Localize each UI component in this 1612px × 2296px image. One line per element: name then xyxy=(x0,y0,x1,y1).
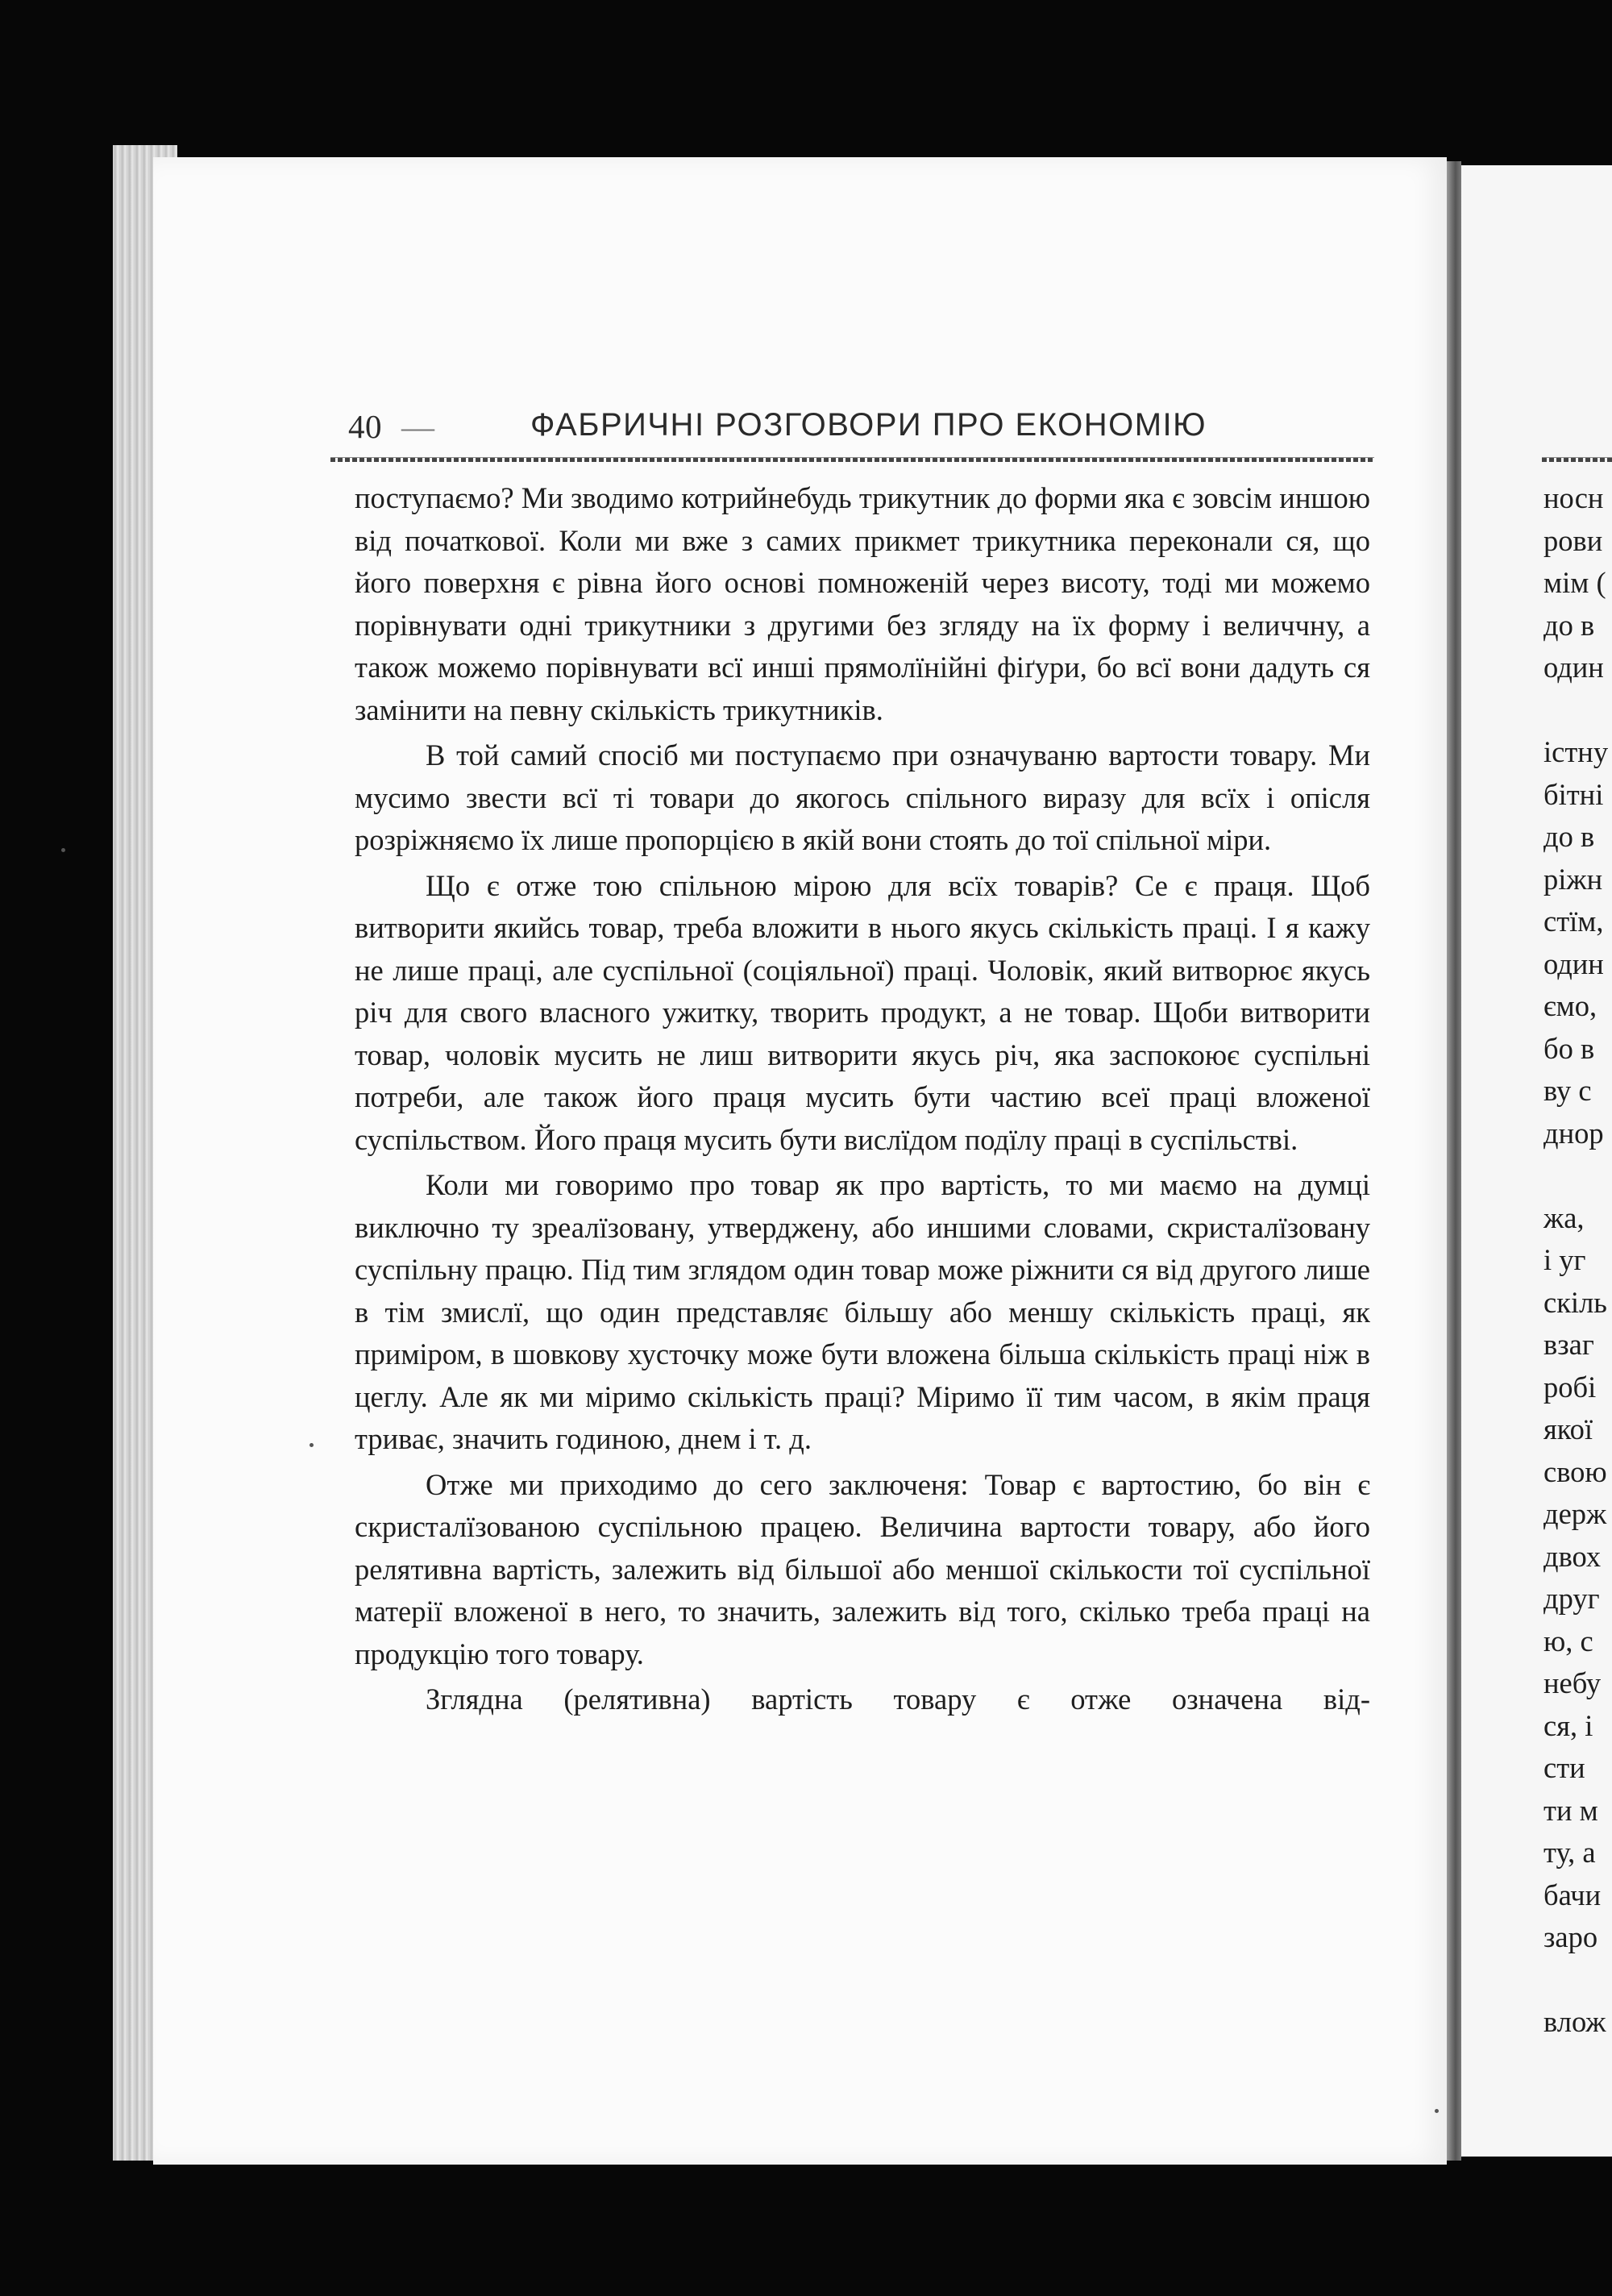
running-head xyxy=(348,407,1373,455)
right-line: до в xyxy=(1543,608,1595,642)
right-line: ву с xyxy=(1543,1074,1592,1107)
page-number: 40 xyxy=(348,408,382,445)
right-line: свою xyxy=(1543,1454,1607,1488)
paragraph-5: Отже ми приходимо до сего заключеня: Товар є вартостию, бо він є скристалїзованою суспільною працею. Величина вартости товару, або його релятивна вартість, залежить від більшої або меншої скількости тої суспільної матерії вложеної в него, то значить, залежить від того, скілько треба праці на продукцію того товару. xyxy=(355,1467,1370,1670)
right-page-header-rule xyxy=(1542,457,1612,462)
right-line: бо в xyxy=(1543,1031,1595,1065)
right-line: скіль xyxy=(1543,1285,1607,1319)
right-line: один xyxy=(1543,651,1604,684)
right-line: і уг xyxy=(1543,1243,1586,1276)
scan-speck xyxy=(310,1443,314,1447)
running-title: ФАБРИЧНІ РОЗГОВОРИ ПРО ЕКОНОМІЮ xyxy=(530,407,1207,443)
right-line: робі xyxy=(1543,1370,1597,1404)
right-line: якої xyxy=(1543,1412,1593,1445)
right-line: істну xyxy=(1543,735,1609,768)
scan-speck xyxy=(61,848,65,852)
right-line: друг xyxy=(1543,1582,1600,1615)
right-line: ти м xyxy=(1543,1793,1598,1827)
right-line: стїм, xyxy=(1543,905,1604,938)
right-line: рови xyxy=(1543,523,1603,557)
right-line: бітні xyxy=(1543,777,1604,811)
paragraph-4: Коли ми говоримо про товар як про вартість, то ми маємо на думці виключно ту зреалїзовану, утверджену, або иншими словами, скристалїзовану суспільну працю. Під тим зглядом один товар може ріжнити ся від другого лише в тім змислї, що один представляє більшу або меншу скількість праці, як приміром, в шовкову хусточку може бути вложена більша скількість праці ніж в цеглу. Але як ми міримо скількість праці? Міримо її тим часом, в якім праця триває, значить годиною, днем і т. д. xyxy=(355,1168,1370,1455)
paragraph-2: В той самий спосіб ми поступаємо при означуваню вартости товару. Ми мусимо звести всї ті товари до якогось спільного виразу для всїх і опісля розріжняємо їх лише пропорцією в якій вони стоять до тої спільної міри. xyxy=(355,738,1370,856)
scan-speck xyxy=(1435,2109,1439,2113)
right-line: ємо, xyxy=(1543,989,1597,1022)
right-line xyxy=(1543,1959,1612,2002)
right-line: мім ( xyxy=(1543,566,1606,599)
right-line: до в xyxy=(1543,820,1595,853)
right-line: днор xyxy=(1543,1116,1604,1150)
right-line: жа, xyxy=(1543,1200,1585,1234)
right-line: ту, а xyxy=(1543,1836,1596,1869)
header-dash: — xyxy=(401,408,435,445)
right-line: ю, с xyxy=(1543,1624,1593,1658)
right-line: один xyxy=(1543,946,1604,980)
paragraph-3: Що є отже тою спільною мірою для всїх товарів? Се є праця. Щоб витворити якийсь товар, треба вложити в нього якусь скількість праці. І я кажу не лише праці, але суспільної (соціяльної) праці. Чоловік, який витворює якусь річ для свого власного ужитку, творить продукт, а не товар. Щоби витворити товар, чоловік мусить не лиш витворити якусь річ, яка заспокоює суспільні потреби, але також його праця мусить бути частию всеї праці вложеної суспільством. Його праця мусить бути вислїдом подїлу праці в суспільстві. xyxy=(355,868,1370,1156)
body-text xyxy=(355,477,1370,1721)
right-line xyxy=(1543,689,1612,732)
right-line: ся, і xyxy=(1543,1708,1593,1742)
right-line: взаг xyxy=(1543,1328,1594,1361)
header-wavy-rule xyxy=(330,457,1374,462)
paragraph-6: Зглядна (релятивна) вартість товару є отже означена від- xyxy=(426,1682,1370,1716)
right-line: влож xyxy=(1543,2005,1606,2038)
paragraph-1: поступаємо? Ми зводимо котрийнебудь трикутник до форми яка є зовсім иншою від початкової. Коли ми вже з самих прикмет трикутника переконали ся, що його поверхня є рівна його основі помноженій через висоту, тоді ми можемо порівнувати одні трикутники з другими без згляду на їх форму і величчну, а також можемо порівнувати всї инші прямолїнійні фіґури, бо всї вони дадуть ся замінити на певну скількість трикутників. xyxy=(355,481,1370,726)
right-line: носн xyxy=(1543,481,1604,514)
right-line: двох xyxy=(1543,1539,1602,1573)
right-line: сти xyxy=(1543,1751,1585,1784)
right-line: бачи xyxy=(1543,1878,1602,1911)
right-line: держ xyxy=(1543,1497,1607,1530)
right-line: ріжн xyxy=(1543,862,1603,896)
right-page-text-fragments xyxy=(1543,477,1612,2044)
right-line: небу xyxy=(1543,1666,1602,1699)
book-gutter xyxy=(1447,161,1461,2161)
right-line xyxy=(1543,1154,1612,1197)
right-line: заро xyxy=(1543,1920,1598,1953)
